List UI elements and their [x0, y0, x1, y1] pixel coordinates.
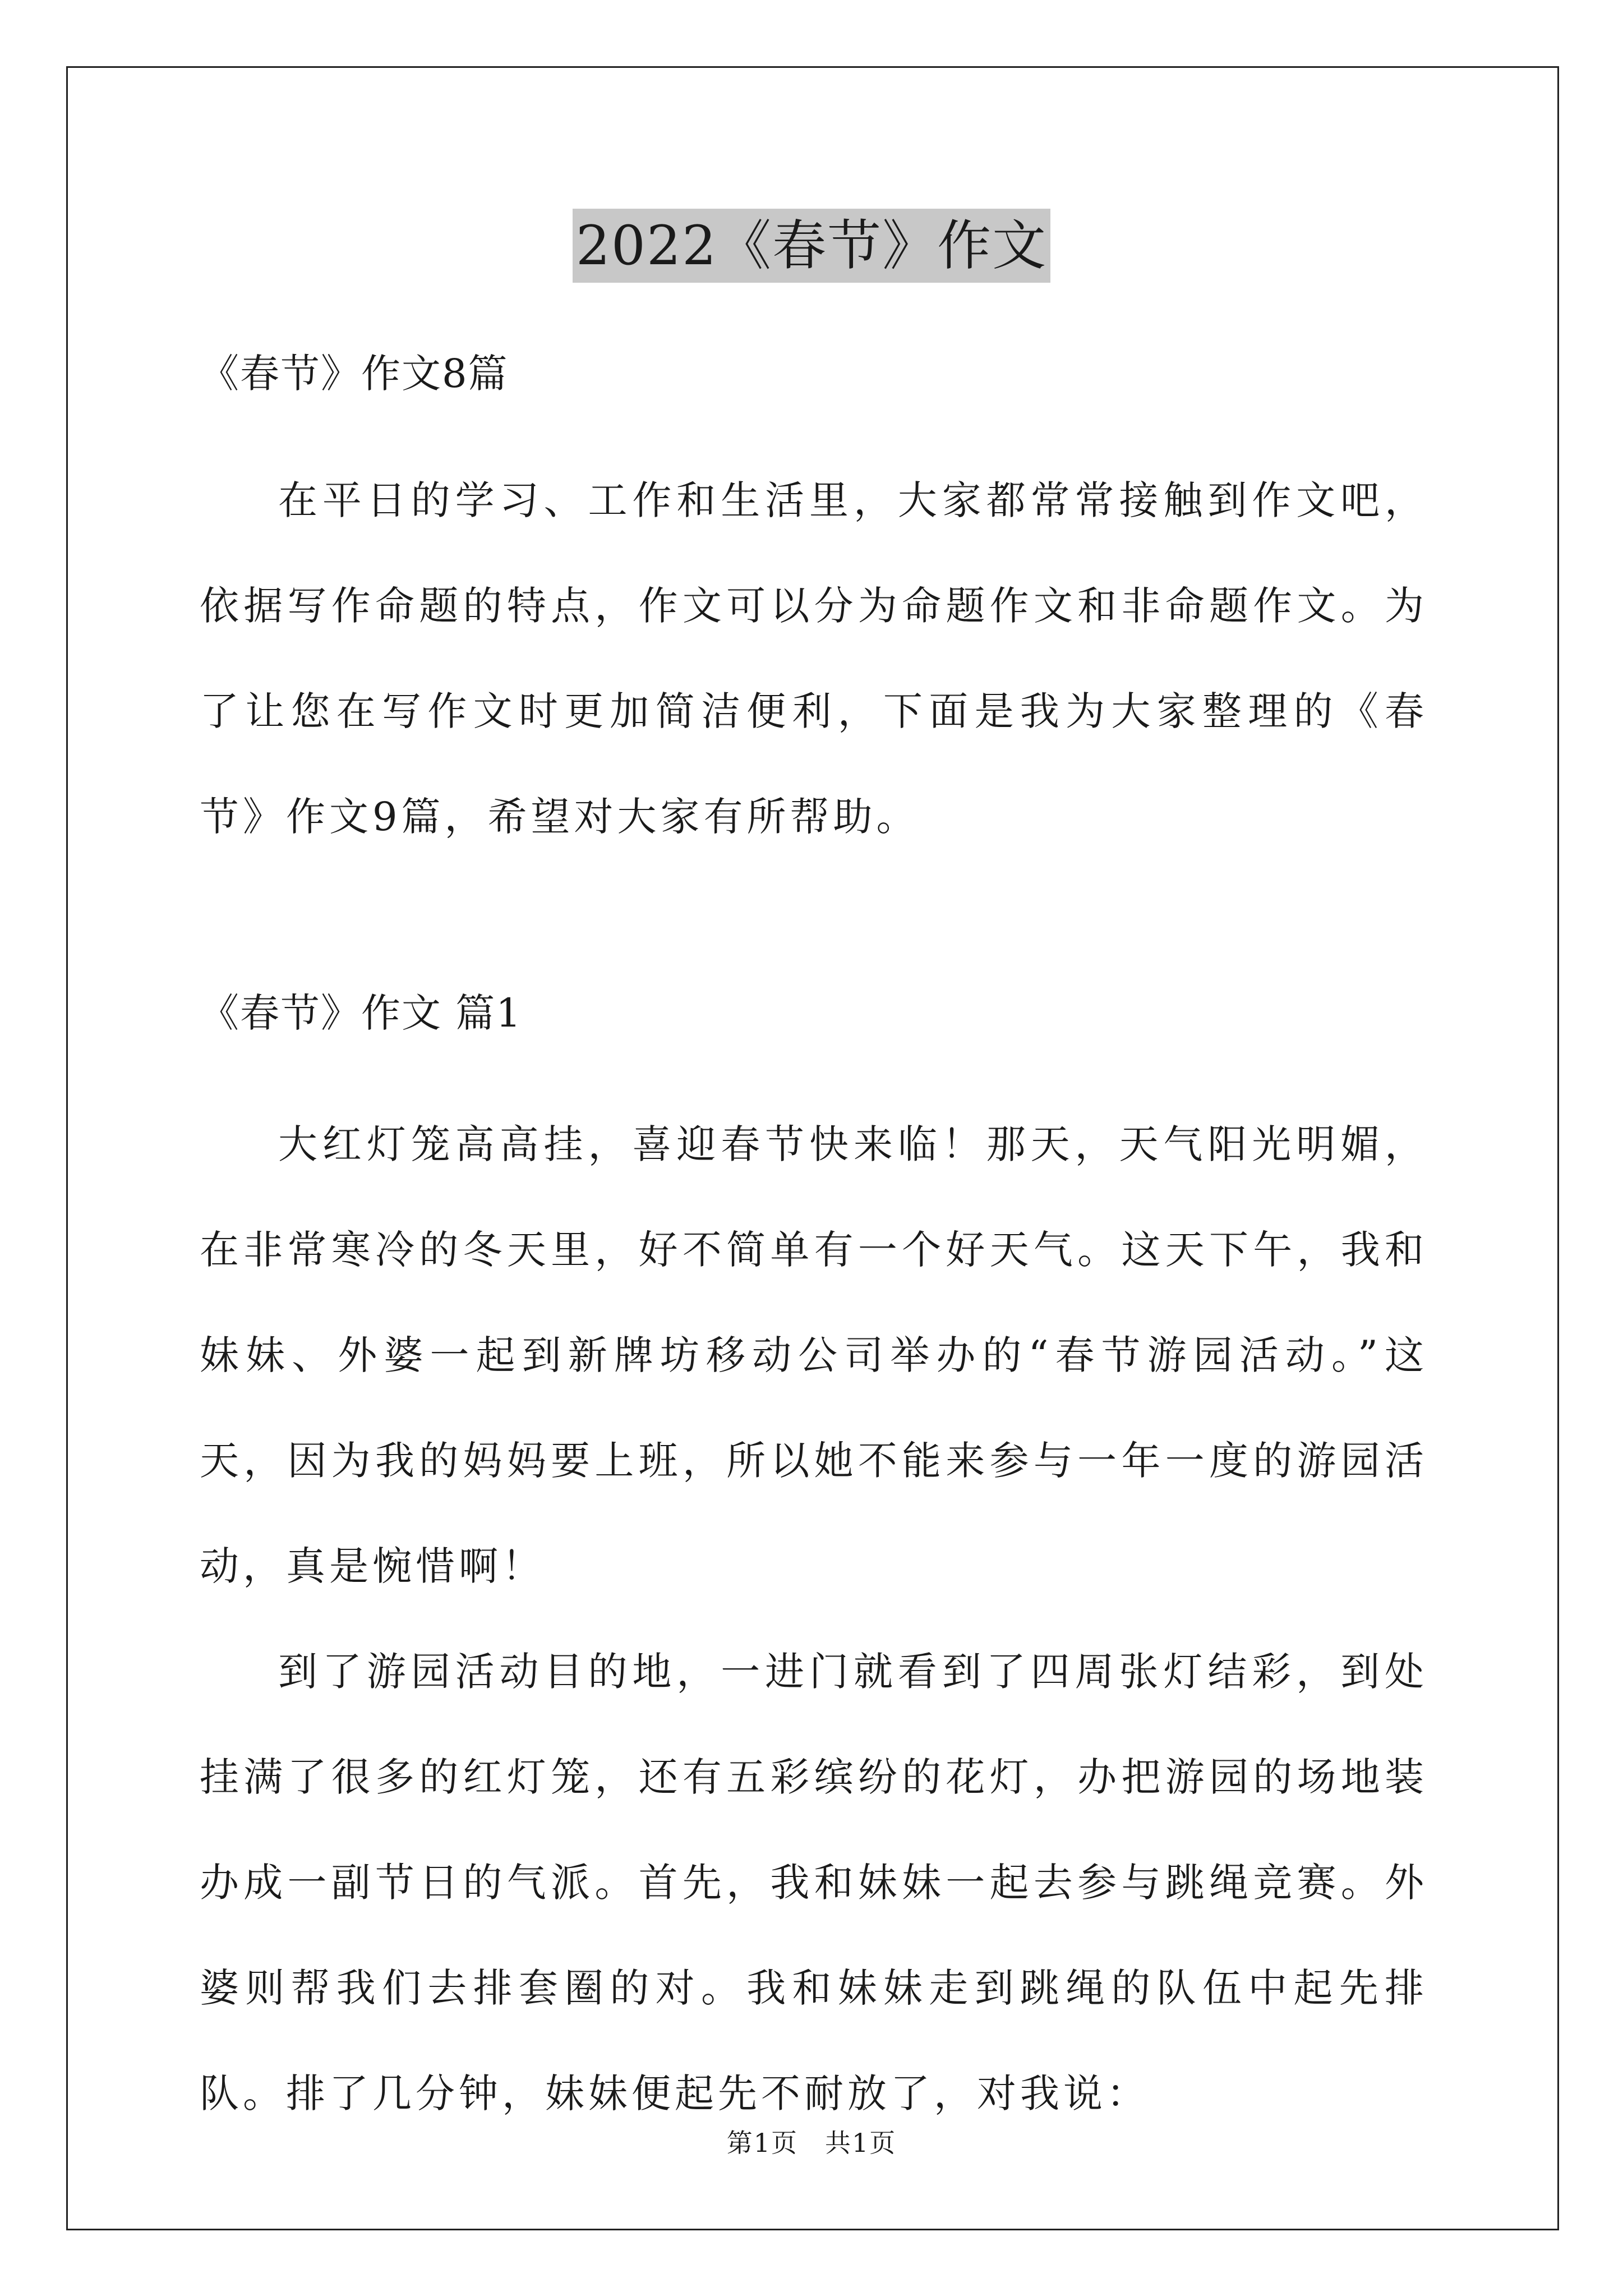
spacer — [200, 869, 1428, 987]
body-paragraph-1: 大红灯笼高高挂，喜迎春节快来临！那天，天气阳光明媚，在非常寒冷的冬天里，好不简单有一个好天气。这天下午，我和妹妹、外婆一起到新牌坊移动公司举办的“春节游园活动。”这天，因为我的妈妈要上班，所以她不能来参与一年一度的游园活动，真是惋惜啊！ — [200, 1121, 1428, 1589]
intro-heading: 《春节》作文8篇 — [200, 351, 509, 397]
document-body — [200, 348, 1428, 2146]
document-title: 2022《春节》作文 — [573, 209, 1050, 283]
section-heading: 《春节》作文 篇1 — [200, 990, 522, 1036]
body-paragraph-2: 到了游园活动目的地，一进门就看到了四周张灯结彩，到处挂满了很多的红灯笼，还有五彩缤纷的花灯，办把游园的场地装办成一副节日的气派。首先，我和妹妹一起去参与跳绳竞赛。外婆则帮我们去排套圈的对。我和妹妹走到跳绳的队伍中起先排队。排了几分钟，妹妹便起先不耐放了，对我说： — [200, 1649, 1428, 2116]
spacer — [200, 399, 1428, 448]
intro-paragraph: 在平日的学习、工作和生活里，大家都常常接触到作文吧，依据写作命题的特点，作文可以分为命题作文和非命题作文。为了让您在写作文时更加简洁便利，下面是我为大家整理的《春节》作文9篇，希望对大家有所帮助。 — [200, 477, 1428, 840]
title-container — [0, 209, 1623, 283]
spacer — [200, 1039, 1428, 1092]
page-number: 第1页 共1页 — [726, 2128, 897, 2158]
